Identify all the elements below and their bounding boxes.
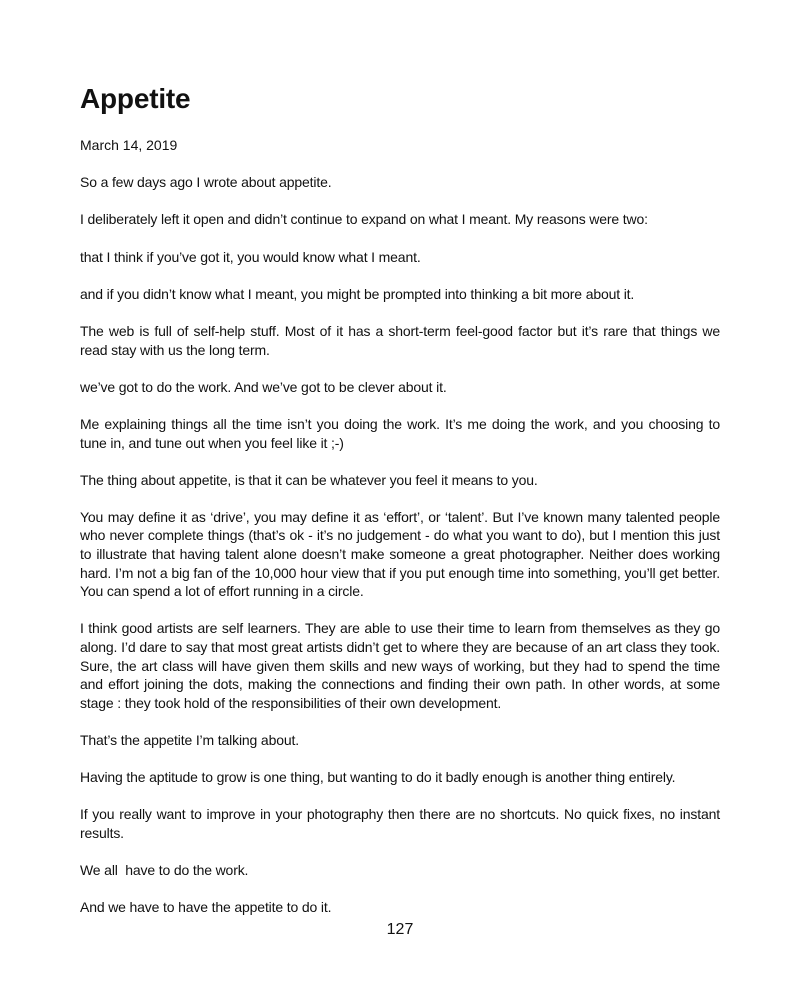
paragraph: The web is full of self-help stuff. Most of it has a short-term feel-good factor but it’s rare that things we read stay with us the long term. (80, 322, 720, 358)
paragraph: that I think if you’ve got it, you would know what I meant. (80, 248, 421, 265)
article (80, 82, 720, 936)
page-number: 127 (386, 921, 414, 938)
paragraph: Me explaining things all the time isn’t you doing the work. It’s me doing the work, and you choosing to tune in, and tune out when you feel like it ;-) (80, 415, 720, 451)
paragraph: You may define it as ‘drive’, you may define it as ‘effort’, or ‘talent’. But I’ve known many talented people who never complete things (that’s ok - it’s no judgement - do what you want to do), but I mention this just to illustrate that having talent alone doesn’t make someone a great photographer. Neither does working hard. I’m not a big fan of the 10,000 hour view that if you put enough time into something, you’ll get better. You can spend a lot of effort running in a circle. (80, 508, 720, 600)
paragraph: and if you didn’t know what I meant, you might be prompted into thinking a bit more about it. (80, 285, 635, 302)
paragraph: We all have to do the work. (80, 862, 249, 879)
article-date: March 14, 2019 (80, 137, 178, 153)
paragraph: Having the aptitude to grow is one thing, but wanting to do it badly enough is another thing entirely. (80, 769, 676, 786)
paragraph: If you really want to improve in your photography then there are no shortcuts. No quick fixes, no instant results. (80, 806, 720, 841)
paragraph: we’ve got to do the work. And we’ve got to be clever about it. (80, 378, 447, 395)
article-body (80, 173, 720, 917)
paragraph: I deliberately left it open and didn’t continue to expand on what I meant. My reasons were two: (80, 211, 648, 228)
paragraph: I think good artists are self learners. They are able to use their time to learn from themselves as they go along. I’d dare to say that most great artists didn’t get to where they are because of an art class they took. Sure, the art class will have given them skills and new ways of working, but they had to spend the time and effort joining the dots, making the connections and finding their own path. In other words, at some stage : they took hold of the responsibilities of their own development. (80, 620, 720, 711)
paragraph: The thing about appetite, is that it can be whatever you feel it means to you. (80, 471, 538, 488)
article-title: Appetite (80, 83, 191, 114)
paragraph: And we have to have the appetite to do it. (80, 899, 332, 916)
paragraph: That’s the appetite I’m talking about. (80, 732, 299, 748)
paragraph: So a few days ago I wrote about appetite. (80, 174, 332, 191)
